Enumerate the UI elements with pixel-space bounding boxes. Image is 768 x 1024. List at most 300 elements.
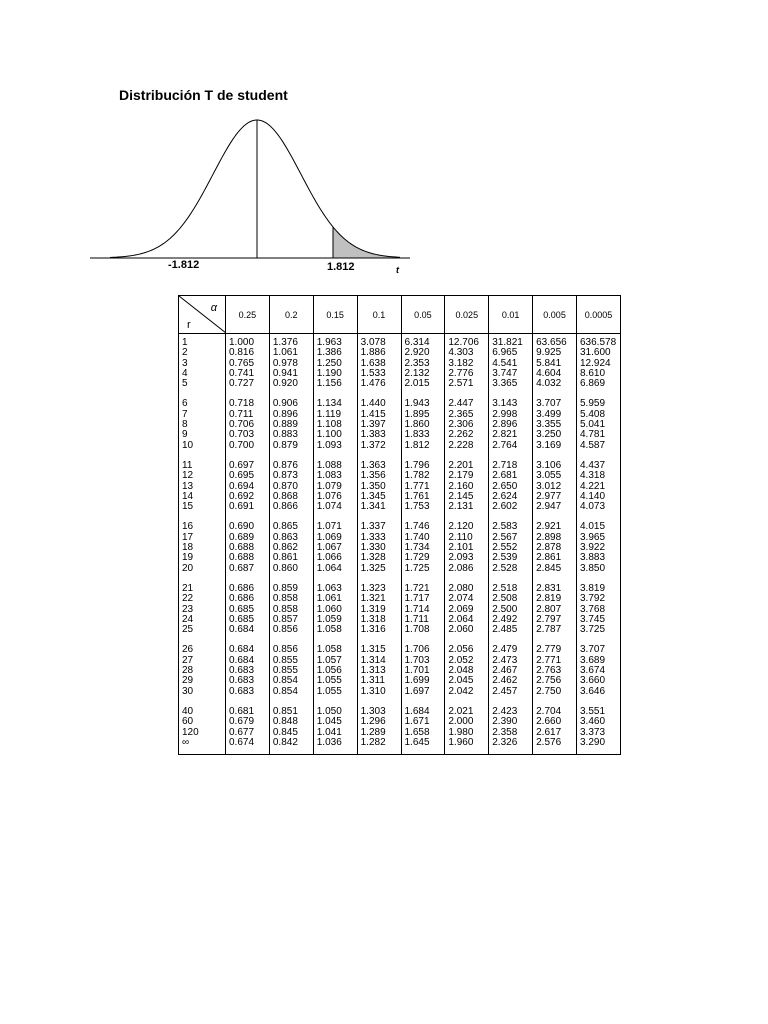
critical-value: 2.763 <box>536 665 562 677</box>
critical-value: 1.376 <box>272 337 298 348</box>
critical-value: 3.883 <box>580 552 606 564</box>
critical-value: 4.604 <box>536 367 562 379</box>
critical-value: 0.906 <box>272 398 298 410</box>
value-cell <box>533 703 577 755</box>
critical-value: 2.048 <box>448 665 474 677</box>
alpha-header: 0.0005 <box>577 296 621 334</box>
critical-value: 2.660 <box>536 716 562 728</box>
degrees-of-freedom-cell <box>179 395 226 456</box>
critical-value: 0.694 <box>229 480 255 492</box>
critical-value: 3.965 <box>580 531 606 543</box>
degrees-of-freedom: 12 <box>182 470 194 482</box>
critical-value: 1.330 <box>360 542 386 554</box>
critical-value: 1.315 <box>360 644 386 656</box>
critical-value: 1.333 <box>360 531 386 543</box>
critical-value: 2.462 <box>492 675 518 687</box>
value-cell <box>313 457 357 518</box>
critical-value: 2.921 <box>536 521 562 533</box>
value-cell <box>357 703 401 755</box>
value-cell <box>357 395 401 456</box>
critical-value: 1.088 <box>316 459 342 471</box>
critical-value: 1.729 <box>404 552 430 564</box>
critical-value: 1.060 <box>316 603 342 615</box>
degrees-of-freedom: 40 <box>182 705 194 717</box>
critical-value: 2.500 <box>492 603 518 615</box>
critical-value: 0.706 <box>229 419 255 431</box>
critical-value: 2.977 <box>536 490 562 502</box>
critical-value: 1.337 <box>360 521 386 533</box>
critical-value: 1.058 <box>316 644 342 656</box>
critical-value: 5.841 <box>536 357 562 369</box>
critical-value: 1.753 <box>404 501 430 513</box>
critical-value: 2.807 <box>536 603 562 615</box>
value-cell <box>533 457 577 518</box>
degrees-of-freedom: 16 <box>182 521 194 533</box>
critical-value: 2.390 <box>492 716 518 728</box>
alpha-header: 0.05 <box>401 296 445 334</box>
degrees-of-freedom: 6 <box>182 398 188 410</box>
critical-value: 2.583 <box>492 521 518 533</box>
critical-value: 2.756 <box>536 675 562 687</box>
critical-value: 8.610 <box>580 367 606 379</box>
critical-value: 3.922 <box>580 542 606 554</box>
critical-value: 1.108 <box>316 419 342 431</box>
value-cell <box>489 580 533 641</box>
critical-value: 2.650 <box>492 480 518 492</box>
degrees-of-freedom: 120 <box>182 726 199 738</box>
critical-value: 1.812 <box>404 439 430 451</box>
value-cell <box>445 518 489 579</box>
t-distribution-curve <box>0 0 768 290</box>
critical-value: 1.311 <box>360 675 385 687</box>
degrees-of-freedom-cell <box>179 334 226 396</box>
critical-value: 1.476 <box>360 378 386 390</box>
critical-value: 4.303 <box>448 347 474 359</box>
value-cell <box>226 457 270 518</box>
value-cell <box>445 580 489 641</box>
critical-value: 4.587 <box>580 439 606 451</box>
critical-value: 2.080 <box>448 582 474 594</box>
value-cell <box>577 395 621 456</box>
critical-value: 3.792 <box>580 593 606 605</box>
critical-value: 1.061 <box>272 347 298 359</box>
critical-value: 1.697 <box>404 685 430 697</box>
value-cell <box>489 395 533 456</box>
corner-cell <box>179 296 226 334</box>
critical-value: 1.156 <box>316 378 342 390</box>
table-row-group <box>179 703 621 755</box>
value-cell <box>533 518 577 579</box>
critical-value: 1.134 <box>316 398 342 410</box>
critical-value: 0.842 <box>272 736 298 748</box>
critical-value: 2.086 <box>448 562 474 574</box>
critical-value: 0.863 <box>272 531 298 543</box>
critical-value: 1.711 <box>404 613 429 625</box>
critical-value: 2.704 <box>536 705 562 717</box>
critical-value: 2.457 <box>492 685 518 697</box>
alpha-header: 0.01 <box>489 296 533 334</box>
critical-value: 0.941 <box>272 367 298 379</box>
value-cell <box>401 703 445 755</box>
critical-value: 2.920 <box>404 347 430 359</box>
critical-value: 0.674 <box>229 736 255 748</box>
value-cell <box>533 641 577 702</box>
critical-value: 3.143 <box>492 398 518 410</box>
degrees-of-freedom: 11 <box>182 459 193 471</box>
critical-value: 2.821 <box>492 429 518 441</box>
critical-value: 2.365 <box>448 408 474 420</box>
critical-value: 0.684 <box>229 624 255 636</box>
critical-value: 2.539 <box>492 552 518 564</box>
critical-value: 3.055 <box>536 470 562 482</box>
critical-value: 0.686 <box>229 593 255 605</box>
header-row <box>179 296 621 334</box>
critical-value: 2.947 <box>536 501 562 513</box>
critical-value: 1.638 <box>360 357 386 369</box>
alpha-header: 0.1 <box>357 296 401 334</box>
alpha-header: 0.25 <box>226 296 270 334</box>
value-cell <box>577 518 621 579</box>
critical-value: 3.290 <box>580 736 606 748</box>
critical-value: 1.963 <box>316 337 342 348</box>
degrees-of-freedom: 4 <box>182 367 188 379</box>
critical-value: 0.870 <box>272 480 298 492</box>
table-row-group <box>179 518 621 579</box>
critical-value: 1.328 <box>360 552 386 564</box>
critical-value: 0.855 <box>272 665 298 677</box>
critical-value: 0.681 <box>229 705 255 717</box>
value-cell <box>445 703 489 755</box>
degrees-of-freedom-cell <box>179 580 226 641</box>
degrees-of-freedom: 10 <box>182 439 194 451</box>
critical-value: 2.787 <box>536 624 562 636</box>
value-cell <box>313 641 357 702</box>
critical-value: 1.289 <box>360 726 386 738</box>
critical-value: 1.071 <box>316 521 342 533</box>
critical-value: 3.850 <box>580 562 606 574</box>
critical-value: 1.771 <box>404 480 430 492</box>
critical-value: 0.697 <box>229 459 255 471</box>
critical-value: 1.041 <box>316 726 342 738</box>
critical-value: 1.036 <box>316 736 342 748</box>
critical-value: 2.064 <box>448 613 474 625</box>
degrees-of-freedom-cell <box>179 703 226 755</box>
critical-value: 1.056 <box>316 665 342 677</box>
critical-value: 1.063 <box>316 582 342 594</box>
density-curve <box>110 120 400 257</box>
critical-value: 0.683 <box>229 675 255 687</box>
critical-value: 0.856 <box>272 624 298 636</box>
critical-value: 1.860 <box>404 419 430 431</box>
value-cell <box>269 518 313 579</box>
critical-value: 31.600 <box>580 347 611 359</box>
critical-value: 0.700 <box>229 439 255 451</box>
table-row-group <box>179 641 621 702</box>
critical-value: 2.131 <box>448 501 474 513</box>
critical-value: 0.883 <box>272 429 298 441</box>
critical-value: 5.959 <box>580 398 606 410</box>
alpha-symbol: α <box>210 302 217 314</box>
critical-value: 2.000 <box>448 716 474 728</box>
critical-value: 1.059 <box>316 613 342 625</box>
degrees-of-freedom: 27 <box>182 654 194 666</box>
critical-value: 5.041 <box>580 419 606 431</box>
degrees-of-freedom: 21 <box>182 582 194 594</box>
shaded-tail <box>333 227 400 258</box>
critical-value: 9.925 <box>536 347 562 359</box>
critical-value: 3.499 <box>536 408 562 420</box>
degrees-of-freedom: ∞ <box>182 736 190 748</box>
degrees-of-freedom: 17 <box>182 531 194 543</box>
critical-value: 1.734 <box>404 542 430 554</box>
value-cell <box>313 703 357 755</box>
value-cell <box>533 334 577 396</box>
value-cell <box>269 580 313 641</box>
critical-value: 2.145 <box>448 490 474 502</box>
degrees-of-freedom: 1 <box>182 337 188 348</box>
critical-value: 2.228 <box>448 439 474 451</box>
critical-value: 3.182 <box>448 357 474 369</box>
critical-value: 1.350 <box>360 480 386 492</box>
critical-value: 3.551 <box>580 705 606 717</box>
degrees-of-freedom: 26 <box>182 644 194 656</box>
critical-value: 4.073 <box>580 501 606 513</box>
critical-value: 1.684 <box>404 705 430 717</box>
table-row-group <box>179 457 621 518</box>
critical-value: 1.699 <box>404 675 430 687</box>
critical-value: 2.056 <box>448 644 474 656</box>
critical-value: 0.686 <box>229 582 255 594</box>
page-title: Distribución T de student <box>119 87 288 103</box>
critical-value: 0.862 <box>272 542 298 554</box>
degrees-of-freedom: 23 <box>182 603 194 615</box>
value-cell <box>489 334 533 396</box>
critical-value: 2.101 <box>448 542 474 554</box>
critical-value: 1.058 <box>316 624 342 636</box>
value-cell <box>269 395 313 456</box>
critical-value: 0.685 <box>229 613 255 625</box>
critical-value: 1.069 <box>316 531 342 543</box>
critical-value: 1.386 <box>316 347 342 359</box>
critical-value: 0.854 <box>272 685 298 697</box>
critical-value: 1.703 <box>404 654 430 666</box>
critical-value: 2.898 <box>536 531 562 543</box>
critical-value: 6.314 <box>404 337 430 348</box>
critical-value: 0.855 <box>272 654 298 666</box>
critical-value: 0.896 <box>272 408 298 420</box>
critical-value: 1.356 <box>360 470 386 482</box>
critical-value: 3.365 <box>492 378 518 390</box>
critical-value: 1.725 <box>404 562 430 574</box>
value-cell <box>226 334 270 396</box>
critical-value: 0.688 <box>229 542 255 554</box>
critical-value: 2.447 <box>448 398 474 410</box>
critical-value: 1.066 <box>316 552 342 564</box>
value-cell <box>489 518 533 579</box>
degrees-of-freedom: 28 <box>182 665 194 677</box>
value-cell <box>269 457 313 518</box>
degrees-of-freedom: 15 <box>182 501 194 513</box>
critical-value: 1.055 <box>316 685 342 697</box>
table-row-group <box>179 334 621 396</box>
value-cell <box>577 334 621 396</box>
critical-value: 2.467 <box>492 665 518 677</box>
critical-value: 2.069 <box>448 603 474 615</box>
critical-value: 2.602 <box>492 501 518 513</box>
critical-value: 1.714 <box>404 603 430 615</box>
critical-value: 2.052 <box>448 654 474 666</box>
critical-value: 2.262 <box>448 429 474 441</box>
critical-value: 0.692 <box>229 490 255 502</box>
critical-value: 0.683 <box>229 685 255 697</box>
critical-value: 0.684 <box>229 654 255 666</box>
critical-value: 1.316 <box>360 624 386 636</box>
value-cell <box>445 395 489 456</box>
critical-value: 2.132 <box>404 367 430 379</box>
value-cell <box>445 641 489 702</box>
r-symbol: r <box>187 319 191 331</box>
degrees-of-freedom-cell <box>179 641 226 702</box>
critical-value: 1.960 <box>448 736 474 748</box>
degrees-of-freedom: 18 <box>182 542 194 554</box>
value-cell <box>269 641 313 702</box>
critical-value: 4.541 <box>492 357 518 369</box>
degrees-of-freedom: 13 <box>182 480 194 492</box>
critical-value: 1.440 <box>360 398 386 410</box>
critical-value: 0.687 <box>229 562 255 574</box>
critical-value: 0.677 <box>229 726 255 738</box>
value-cell <box>577 457 621 518</box>
value-cell <box>357 580 401 641</box>
critical-value: 2.576 <box>536 736 562 748</box>
critical-value: 2.201 <box>448 459 474 471</box>
value-cell <box>226 395 270 456</box>
value-cell <box>313 580 357 641</box>
critical-value: 2.896 <box>492 419 518 431</box>
critical-value: 1.319 <box>360 603 386 615</box>
value-cell <box>226 580 270 641</box>
critical-value: 1.671 <box>404 716 430 728</box>
critical-value: 3.106 <box>536 459 562 471</box>
critical-value: 1.701 <box>404 665 430 677</box>
critical-value: 0.690 <box>229 521 255 533</box>
critical-value: 0.765 <box>229 357 255 369</box>
value-cell <box>533 395 577 456</box>
critical-value: 1.345 <box>360 490 386 502</box>
critical-value: 1.055 <box>316 675 342 687</box>
critical-value: 2.878 <box>536 542 562 554</box>
critical-value: 2.120 <box>448 521 474 533</box>
critical-value: 3.707 <box>536 398 562 410</box>
value-cell <box>489 641 533 702</box>
critical-value: 0.859 <box>272 582 298 594</box>
value-cell <box>313 334 357 396</box>
degrees-of-freedom: 22 <box>182 593 194 605</box>
critical-value: 2.015 <box>404 378 430 390</box>
table-row-group <box>179 580 621 641</box>
value-cell <box>401 457 445 518</box>
critical-value: 3.660 <box>580 675 606 687</box>
critical-value: 3.250 <box>536 429 562 441</box>
degrees-of-freedom: 14 <box>182 490 194 502</box>
value-cell <box>577 580 621 641</box>
value-cell <box>313 395 357 456</box>
critical-value: 2.567 <box>492 531 518 543</box>
critical-value: 2.571 <box>448 378 474 390</box>
critical-value: 1.057 <box>316 654 342 666</box>
critical-value: 0.873 <box>272 470 298 482</box>
critical-value: 1.000 <box>229 337 255 348</box>
degrees-of-freedom: 20 <box>182 562 194 574</box>
value-cell <box>577 641 621 702</box>
critical-value: 3.169 <box>536 439 562 451</box>
critical-value: 1.067 <box>316 542 342 554</box>
critical-value: 1.383 <box>360 429 386 441</box>
value-cell <box>226 641 270 702</box>
critical-value: 2.423 <box>492 705 518 717</box>
critical-value: 1.980 <box>448 726 474 738</box>
degrees-of-freedom: 25 <box>182 624 194 636</box>
critical-value: 2.485 <box>492 624 518 636</box>
right-critical-label: 1.812 <box>327 261 355 273</box>
critical-value: 1.119 <box>316 408 342 420</box>
critical-value: 0.695 <box>229 470 255 482</box>
critical-value: 1.372 <box>360 439 386 451</box>
critical-value: 1.397 <box>360 419 386 431</box>
critical-value: 0.711 <box>229 408 254 420</box>
critical-value: 1.782 <box>404 470 430 482</box>
critical-value: 2.797 <box>536 613 562 625</box>
critical-value: 1.074 <box>316 501 342 513</box>
critical-value: 1.363 <box>360 459 386 471</box>
critical-value: 2.681 <box>492 470 518 482</box>
alpha-header: 0.15 <box>313 296 357 334</box>
degrees-of-freedom: 9 <box>182 429 188 441</box>
value-cell <box>445 334 489 396</box>
degrees-of-freedom: 8 <box>182 419 188 431</box>
left-critical-label: -1.812 <box>168 259 200 271</box>
critical-value: 4.781 <box>580 429 606 441</box>
critical-value: 6.869 <box>580 378 606 390</box>
critical-value: 0.851 <box>272 705 298 717</box>
critical-value: 0.866 <box>272 501 298 513</box>
critical-value: 0.879 <box>272 439 298 451</box>
critical-value: 0.978 <box>272 357 298 369</box>
critical-value: 2.306 <box>448 419 474 431</box>
value-cell <box>226 703 270 755</box>
value-cell <box>401 518 445 579</box>
critical-value: 1.093 <box>316 439 342 451</box>
critical-value: 0.727 <box>229 378 255 390</box>
t-variable-label: t <box>396 265 399 275</box>
value-cell <box>357 518 401 579</box>
critical-value: 0.876 <box>272 459 298 471</box>
critical-value: 0.854 <box>272 675 298 687</box>
value-cell <box>269 334 313 396</box>
critical-value: 2.021 <box>448 705 474 717</box>
critical-value: 1.706 <box>404 644 430 656</box>
value-cell <box>401 334 445 396</box>
critical-value: 1.658 <box>404 726 430 738</box>
critical-value: 3.745 <box>580 613 606 625</box>
critical-value: 636.578 <box>580 337 617 348</box>
critical-value: 3.078 <box>360 337 386 348</box>
critical-value: 2.528 <box>492 562 518 574</box>
degrees-of-freedom: 7 <box>182 408 188 420</box>
critical-value: 2.473 <box>492 654 518 666</box>
critical-value: 2.617 <box>536 726 562 738</box>
critical-value: 1.076 <box>316 490 342 502</box>
